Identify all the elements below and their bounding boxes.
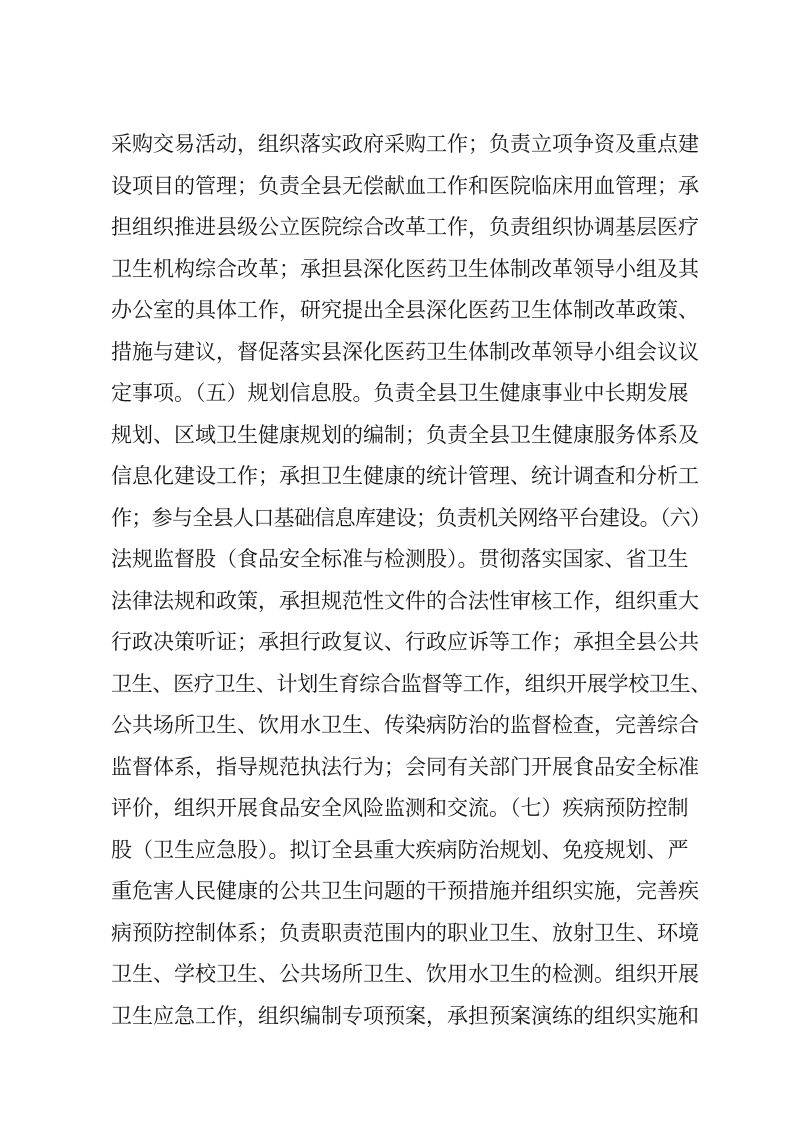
text-line: 措施与建议，督促落实县深化医药卫生体制改革领导小组会议议: [111, 339, 699, 364]
text-line: 卫生应急工作，组织编制专项预案，承担预案演练的组织实施和: [111, 1003, 699, 1028]
text-line: 监督体系，指导规范执法行为；会同有关部门开展食品安全标准: [111, 754, 699, 779]
text-line: 法律法规和政策，承担规范性文件的合法性审核工作，组织重大: [111, 588, 699, 613]
text-line: 股（卫生应急股）。拟订全县重大疾病防治规划、免疫规划、严: [111, 837, 689, 862]
text-line: 卫生机构综合改革；承担县深化医药卫生体制改革领导小组及其: [111, 256, 699, 281]
text-line: 卫生、医疗卫生、计划生育综合监督等工作，组织开展学校卫生、: [111, 671, 712, 696]
text-line: 评价，组织开展食品安全风险监测和交流。（七）疾病预防控制: [111, 796, 689, 820]
text-line: 病预防控制体系；负责职责范围内的职业卫生、放射卫生、环境: [111, 920, 699, 945]
text-line: 卫生、学校卫生、公共场所卫生、饮用水卫生的检测。组织开展: [111, 962, 699, 986]
text-line: 重危害人民健康的公共卫生问题的干预措施并组织实施，完善疾: [111, 879, 699, 903]
text-line: 定事项。（五）规划信息股。负责全县卫生健康事业中长期发展: [111, 381, 689, 405]
text-line: 公共场所卫生、饮用水卫生、传染病防治的监督检查，完善综合: [111, 713, 699, 737]
text-line: 行政决策听证；承担行政复议、行政应诉等工作；承担全县公共: [111, 630, 699, 654]
text-line: 设项目的管理；负责全县无偿献血工作和医院临床用血管理；承: [111, 173, 699, 198]
text-line: 担组织推进县级公立医院综合改革工作，负责组织协调基层医疗: [111, 215, 699, 239]
text-line: 法规监督股（食品安全标准与检测股）。贯彻落实国家、省卫生: [111, 547, 689, 571]
text-line: 采购交易活动，组织落实政府采购工作；负责立项争资及重点建: [111, 132, 699, 156]
text-line: 办公室的具体工作，研究提出全县深化医药卫生体制改革政策、: [111, 298, 699, 322]
text-line: 作；参与全县人口基础信息库建设；负责机关网络平台建设。（六）: [111, 505, 711, 530]
text-line: 规划、区域卫生健康规划的编制；负责全县卫生健康服务体系及: [111, 422, 699, 447]
text-line: 信息化建设工作；承担卫生健康的统计管理、统计调查和分析工: [111, 464, 699, 488]
body-paragraph: [111, 124, 711, 1037]
